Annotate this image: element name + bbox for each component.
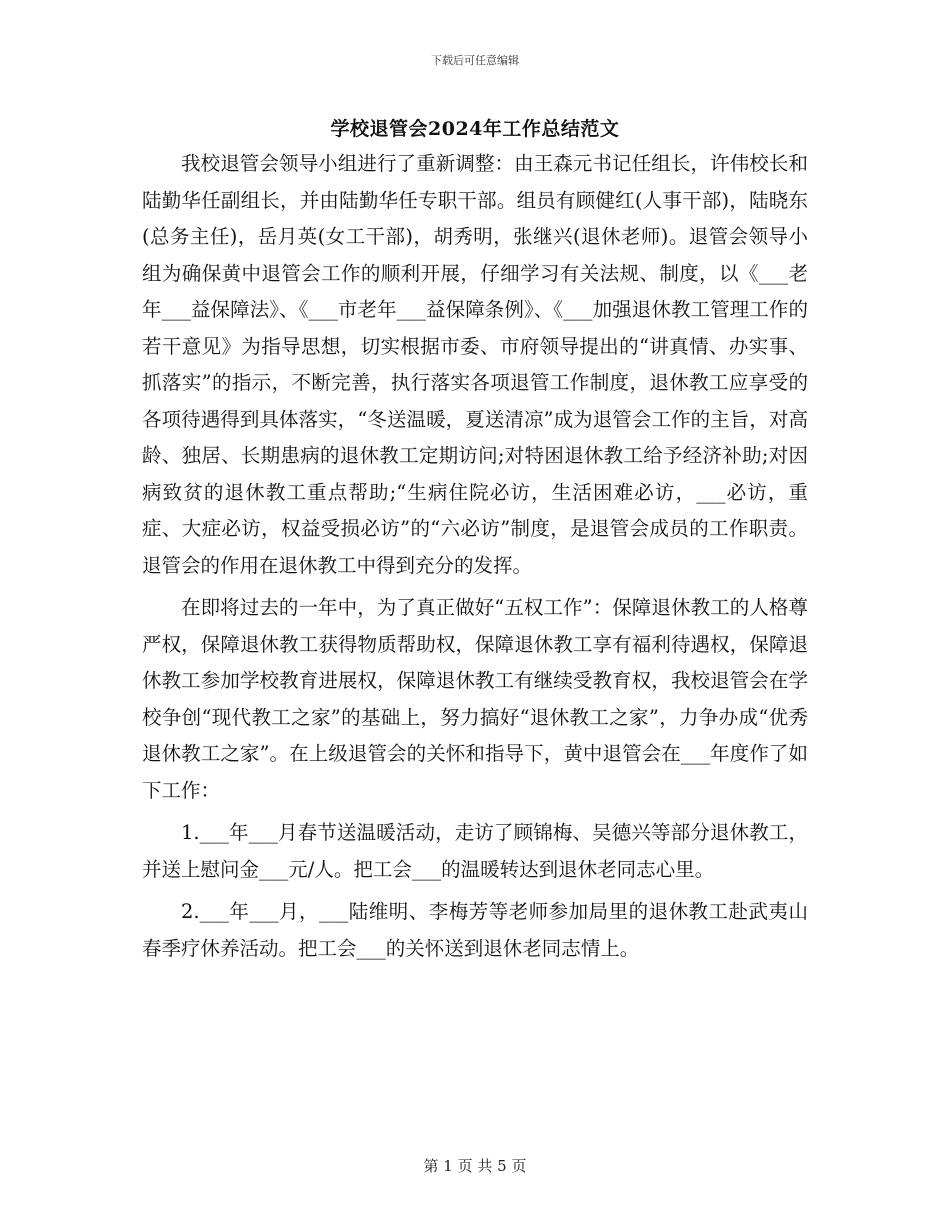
page-header-note: 下载后可任意编辑 bbox=[431, 54, 519, 67]
document-body bbox=[142, 146, 808, 967]
paragraph-item-2-wuyishan-trip: 2.___年___月，___陆维明、李梅芳等老师参加局里的退休教工赴武夷山春季疗休养活动。把工会___的关怀送到退休老同志情上。 bbox=[142, 900, 808, 960]
page-number-footer: 第 1 页 共 5 页 bbox=[423, 1157, 527, 1175]
document-title: 学校退管会2024年工作总结范文 bbox=[330, 118, 620, 140]
paragraph-item-1-spring-festival: 1.___年___月春节送温暖活动，走访了顾锦梅、吴德兴等部分退休教工，并送上慰问金___元/人。把工会___的温暖转达到退休老同志心里。 bbox=[142, 821, 808, 881]
paragraph-committee-overview: 我校退管会领导小组进行了重新调整：由王森元书记任组长，许伟校长和陆勤华任副组长，并由陆勤华任专职干部。组员有顾健红(人事干部)，陆晓东(总务主任)，岳月英(女工干部)，胡秀明，张继兴(退休老师)。退管会领导小组为确保黄中退管会工作的顺利开展，仔细学习有关法规、制度，以《___老年___益保障法》、《___市老年___益保障条例》、《___加强退休教工管理工作的若干意见》为指导思想，切实根据市委、市府领导提出的“讲真情、办实事、抓落实”的指示，不断完善，执行落实各项退管工作制度，退休教工应享受的各项待遇得到具体落实，“冬送温暖，夏送清凉”成为退管会工作的主旨，对高龄、独居、长期患病的退休教工定期访问;对特困退休教工给予经济补助;对因病致贫的退休教工重点帮助;“生病住院必访，生活困难必访，___必访，重症、大症必访，权益受损必访”的“六必访”制度，是退管会成员的工作职责。退管会的作用在退休教工中得到充分的发挥。 bbox=[142, 152, 808, 577]
paragraph-five-rights-work: 在即将过去的一年中，为了真正做好“五权工作”：保障退休教工的人格尊严权，保障退休教工获得物质帮助权，保障退休教工享有福利待遇权，保障退休教工参加学校教育进展权，保障退休教工有继续受教育权，我校退管会在学校争创“现代教工之家”的基础上，努力搞好“退休教工之家”，力争办成“优秀退休教工之家”。在上级退管会的关怀和指导下，黄中退管会在___年度作了如下工作： bbox=[142, 596, 808, 802]
